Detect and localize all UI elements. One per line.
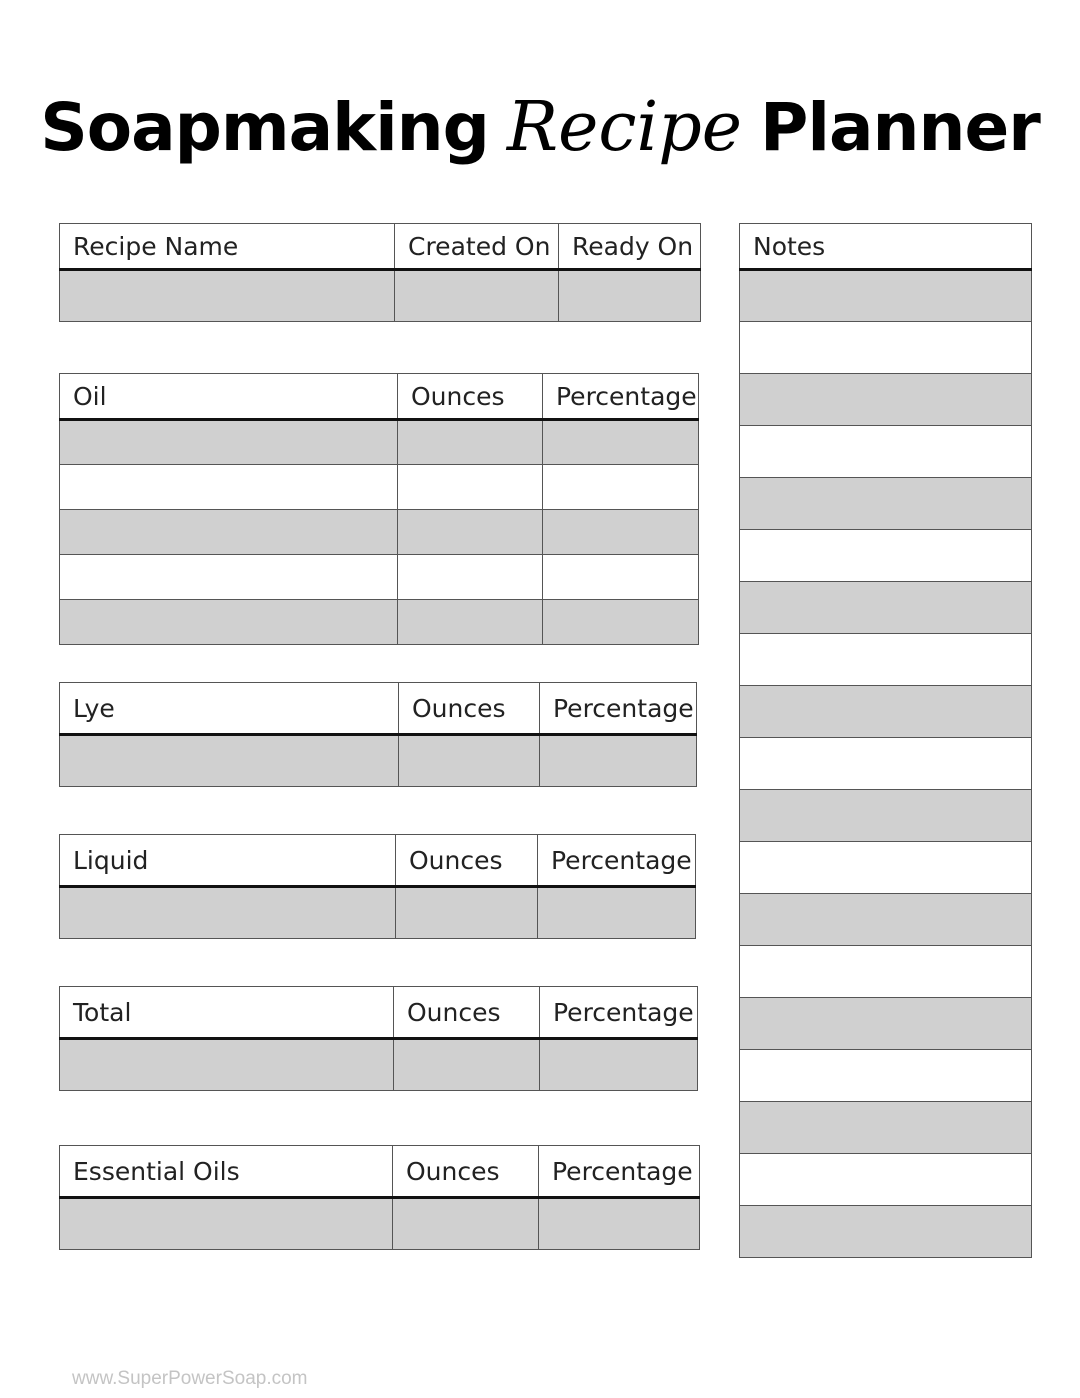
notes-line[interactable] [740,946,1032,998]
liquid-percentage-cell[interactable] [538,887,696,939]
notes-line[interactable] [740,426,1032,478]
table-row [60,420,699,465]
notes-line[interactable] [740,582,1032,634]
footer-website: www.SuperPowerSoap.com [72,1368,308,1389]
liquid-table [59,834,696,939]
list-item [740,894,1032,946]
lye-percentage-header: Percentage [540,683,697,735]
total-ounces-header: Ounces [394,987,540,1039]
lye-name-cell[interactable] [60,735,399,787]
oil-percentage-header: Percentage [543,374,699,420]
total-percentage-header: Percentage [540,987,698,1039]
table-row [60,887,696,939]
notes-line[interactable] [740,374,1032,426]
created-on-header: Created On [395,224,559,270]
essential-oils-table [59,1145,700,1250]
table-row [60,270,701,322]
liquid-percentage-header: Percentage [538,835,696,887]
oil-ounces-cell[interactable] [398,600,543,645]
notes-line[interactable] [740,634,1032,686]
table-row [60,735,697,787]
total-table [59,986,698,1091]
list-item [740,946,1032,998]
oil-name-cell[interactable] [60,600,398,645]
oil-percentage-cell[interactable] [543,600,699,645]
liquid-name-cell[interactable] [60,887,396,939]
oil-ounces-cell[interactable] [398,465,543,510]
ready-on-header: Ready On [559,224,701,270]
oil-ounces-cell[interactable] [398,420,543,465]
notes-line[interactable] [740,998,1032,1050]
essential-oil-ounces-cell[interactable] [393,1198,539,1250]
table-row [60,465,699,510]
oil-ounces-cell[interactable] [398,555,543,600]
oil-percentage-cell[interactable] [543,420,699,465]
list-item [740,1050,1032,1102]
notes-line[interactable] [740,1102,1032,1154]
liquid-ounces-cell[interactable] [396,887,538,939]
oil-header: Oil [60,374,398,420]
lye-header: Lye [60,683,399,735]
list-item [740,1102,1032,1154]
notes-line[interactable] [740,270,1032,322]
recipe-table [59,223,701,322]
list-item [740,1206,1032,1258]
table-row [60,1198,700,1250]
list-item [740,478,1032,530]
table-row [60,1039,698,1091]
title-planner: Planner [759,89,1040,166]
essential-oil-name-cell[interactable] [60,1198,393,1250]
oil-name-cell[interactable] [60,555,398,600]
oil-percentage-cell[interactable] [543,510,699,555]
list-item [740,634,1032,686]
notes-line[interactable] [740,842,1032,894]
oil-name-cell[interactable] [60,420,398,465]
oil-name-cell[interactable] [60,510,398,555]
lye-table [59,682,697,787]
list-item [740,842,1032,894]
essential-oils-header: Essential Oils [60,1146,393,1198]
oil-ounces-header: Ounces [398,374,543,420]
list-item [740,1154,1032,1206]
notes-line[interactable] [740,738,1032,790]
recipe-name-header: Recipe Name [60,224,395,270]
lye-percentage-cell[interactable] [540,735,697,787]
oil-name-cell[interactable] [60,465,398,510]
list-item [740,270,1032,322]
oil-percentage-cell[interactable] [543,465,699,510]
created-on-cell[interactable] [395,270,559,322]
oil-percentage-cell[interactable] [543,555,699,600]
list-item [740,738,1032,790]
table-row [60,600,699,645]
table-row [60,510,699,555]
notes-header: Notes [740,224,1032,270]
total-name-cell[interactable] [60,1039,394,1091]
title-soapmaking: Soapmaking [40,89,489,166]
recipe-name-cell[interactable] [60,270,395,322]
notes-line[interactable] [740,790,1032,842]
title-recipe-script: Recipe [506,88,742,167]
oil-ounces-cell[interactable] [398,510,543,555]
oil-table [59,373,699,645]
liquid-header: Liquid [60,835,396,887]
notes-line[interactable] [740,1154,1032,1206]
ready-on-cell[interactable] [559,270,701,322]
notes-line[interactable] [740,322,1032,374]
notes-line[interactable] [740,1206,1032,1258]
list-item [740,426,1032,478]
notes-table [739,223,1032,1258]
list-item [740,998,1032,1050]
notes-line[interactable] [740,478,1032,530]
table-row [60,555,699,600]
list-item [740,530,1032,582]
essential-percentage-header: Percentage [539,1146,700,1198]
list-item [740,686,1032,738]
notes-line[interactable] [740,894,1032,946]
liquid-ounces-header: Ounces [396,835,538,887]
notes-line[interactable] [740,530,1032,582]
essential-oil-percentage-cell[interactable] [539,1198,700,1250]
list-item [740,374,1032,426]
lye-ounces-header: Ounces [399,683,540,735]
lye-ounces-cell[interactable] [399,735,540,787]
list-item [740,322,1032,374]
essential-ounces-header: Ounces [393,1146,539,1198]
total-ounces-cell[interactable] [394,1039,540,1091]
total-header: Total [60,987,394,1039]
page-title [0,88,1080,167]
list-item [740,790,1032,842]
list-item [740,582,1032,634]
notes-line[interactable] [740,1050,1032,1102]
notes-line[interactable] [740,686,1032,738]
total-percentage-cell[interactable] [540,1039,698,1091]
